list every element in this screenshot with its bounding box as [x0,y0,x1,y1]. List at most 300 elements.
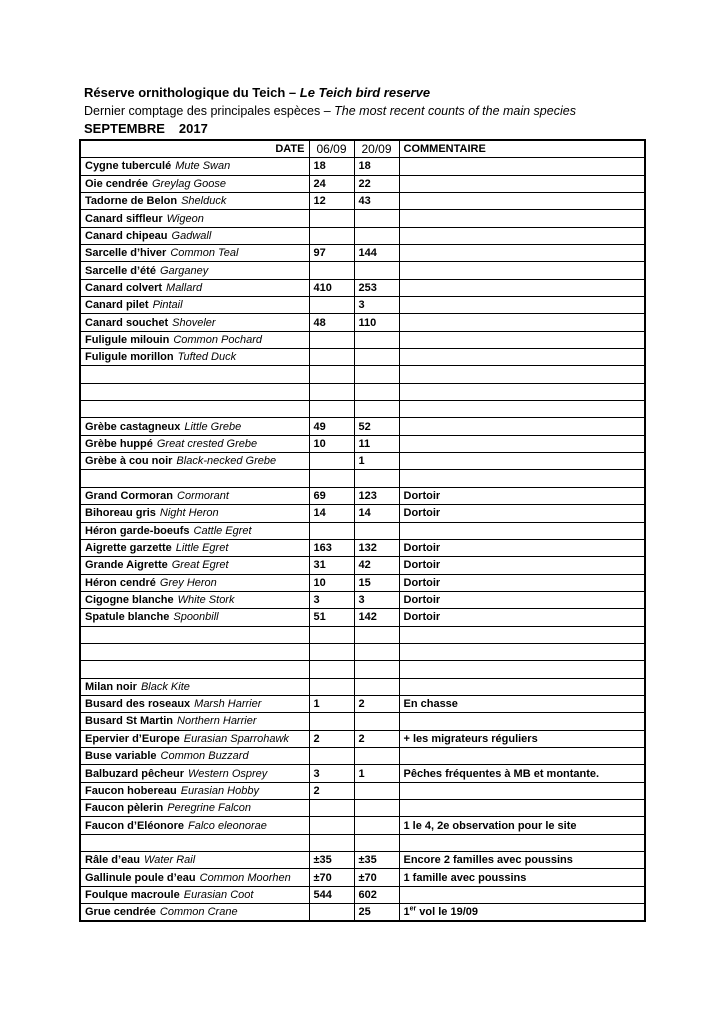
subtitle-separator: – [320,104,335,118]
comment-cell [399,418,645,435]
table-row [80,765,645,782]
count-date-1: ±70 [309,869,354,886]
species-name-english: Little Grebe [184,420,242,433]
comment-cell [399,904,645,922]
comment-cell [399,834,645,851]
comment-cell: Dortoir [399,591,645,608]
title-english: Le Teich bird reserve [299,85,431,100]
comment-cell [399,227,645,244]
table-row [80,470,645,487]
species-cell [80,210,309,227]
comment-cell [399,314,645,331]
comment-cell: Dortoir [399,539,645,556]
species-name-french: Héron garde-boeufs [85,524,190,537]
species-cell [80,695,309,712]
count-date-2 [354,626,399,643]
table-row [80,904,645,922]
species-cell [80,487,309,504]
table-row [80,262,645,279]
table-row [80,539,645,556]
count-date-1: 14 [309,505,354,522]
comment-cell [399,175,645,192]
count-date-2: 1 [354,765,399,782]
count-date-1: 10 [309,574,354,591]
species-name-french: Faucon hobereau [85,784,177,797]
comment-cell: 1 le 4, 2e observation pour le site [399,817,645,834]
header-count-date-2: 20/09 [354,140,399,158]
comment-cell [399,643,645,660]
species-cell [80,626,309,643]
table-row [80,314,645,331]
species-name-english: White Stork [177,594,235,607]
subtitle-english: The most recent counts of the main species [334,104,576,118]
comment-cell [399,782,645,799]
comment-text: vol le 19/09 [416,906,479,919]
species-name-french: Râle d’eau [85,854,141,867]
species-name-french: Cigogne blanche [85,594,174,607]
count-date-1 [309,904,354,922]
species-name-french: Faucon d’Eléonore [85,819,185,832]
table-row [80,557,645,574]
species-name-english: Greylag Goose [151,177,226,190]
species-cell [80,886,309,903]
species-name-french: Canard pilet [85,299,149,312]
period-month: SEPTEMBRE [84,121,165,136]
comment-cell: Dortoir [399,557,645,574]
count-date-2: ±70 [354,869,399,886]
count-date-1 [309,522,354,539]
species-cell [80,661,309,678]
species-name-french: Balbuzard pêcheur [85,767,185,780]
table-row [80,487,645,504]
count-date-1 [309,331,354,348]
table-row [80,279,645,296]
count-date-1: ±35 [309,852,354,869]
count-date-2 [354,834,399,851]
species-name-english: Common Moorhen [199,871,291,884]
table-row [80,713,645,730]
species-cell [80,158,309,175]
comment-cell [399,192,645,209]
count-date-2: 123 [354,487,399,504]
species-name-french: Busard St Martin [85,715,174,728]
count-date-1 [309,401,354,418]
count-date-1 [309,817,354,834]
title-french: Réserve ornithologique du Teich [84,85,286,100]
count-date-1 [309,453,354,470]
comment-cell: Dortoir [399,609,645,626]
count-date-2: 3 [354,297,399,314]
count-date-1: 3 [309,765,354,782]
table-row [80,227,645,244]
species-name-french: Busard des roseaux [85,698,191,711]
comment-cell: Dortoir [399,505,645,522]
count-date-2: 110 [354,314,399,331]
species-name-english: Cattle Egret [193,524,252,537]
count-date-2 [354,747,399,764]
species-cell [80,383,309,400]
species-name-english: Pintail [152,299,183,312]
species-name-french: Cygne tuberculé [85,160,172,173]
species-cell [80,539,309,556]
species-cell [80,349,309,366]
count-date-1 [309,227,354,244]
count-date-2: 11 [354,435,399,452]
species-name-french: Grande Aigrette [85,559,168,572]
period-year: 2017 [178,121,208,136]
species-cell [80,331,309,348]
comment-cell [399,435,645,452]
table-row [80,886,645,903]
comment-cell: Dortoir [399,487,645,504]
species-cell [80,227,309,244]
comment-cell [399,383,645,400]
count-date-1 [309,678,354,695]
species-name-english: Tufted Duck [177,351,237,364]
species-cell [80,609,309,626]
count-date-1 [309,470,354,487]
species-name-english: Wigeon [166,212,204,225]
species-name-french: Grèbe castagneux [85,420,181,433]
count-date-2 [354,643,399,660]
species-name-french: Tadorne de Belon [85,195,178,208]
table-row [80,158,645,175]
species-name-english: Grey Heron [159,576,217,589]
count-date-2: 2 [354,695,399,712]
species-count-table [79,139,646,922]
comment-cell [399,401,645,418]
count-date-2: 132 [354,539,399,556]
count-date-1: 18 [309,158,354,175]
species-cell [80,713,309,730]
count-date-1: 2 [309,782,354,799]
species-cell [80,730,309,747]
count-date-1 [309,643,354,660]
species-name-french: Héron cendré [85,576,156,589]
species-name-english: Great Egret [171,559,229,572]
species-cell [80,782,309,799]
header-count-date-1: 06/09 [309,140,354,158]
table-row [80,800,645,817]
comment-cell [399,800,645,817]
table-row [80,869,645,886]
count-date-1 [309,210,354,227]
count-date-2 [354,800,399,817]
count-date-1 [309,297,354,314]
table-row [80,505,645,522]
species-name-french: Fuligule morillon [85,351,174,364]
species-name-french: Grand Cormoran [85,490,174,502]
species-name-english: Peregrine Falcon [167,802,252,815]
table-row [80,574,645,591]
table-row [80,210,645,227]
species-cell [80,314,309,331]
species-cell [80,192,309,209]
count-date-2 [354,817,399,834]
species-name-english: Gadwall [171,229,212,242]
count-date-2 [354,366,399,383]
comment-cell [399,262,645,279]
count-date-2: 14 [354,505,399,522]
count-date-1: 163 [309,539,354,556]
species-cell [80,470,309,487]
table-row [80,591,645,608]
species-name-french: Grue cendrée [85,906,156,919]
comment-superscript: er [409,905,417,913]
count-date-1: 2 [309,730,354,747]
comment-cell: Encore 2 familles avec poussins [399,852,645,869]
species-name-french: Faucon pèlerin [85,802,164,815]
species-name-english: Mallard [166,281,203,294]
comment-cell [399,522,645,539]
species-name-french: Canard siffleur [85,212,163,225]
count-date-2 [354,401,399,418]
table-row [80,817,645,834]
table-row [80,383,645,400]
comment-cell: Pêches fréquentes à MB et montante. [399,765,645,782]
count-date-1 [309,262,354,279]
table-row [80,661,645,678]
species-name-english: Eurasian Hobby [180,784,259,797]
table-row [80,418,645,435]
species-cell [80,817,309,834]
count-date-1: 12 [309,192,354,209]
table-row [80,852,645,869]
species-cell [80,591,309,608]
comment-cell [399,470,645,487]
species-cell [80,765,309,782]
species-cell [80,678,309,695]
count-date-2 [354,383,399,400]
count-date-2: 42 [354,557,399,574]
species-cell [80,522,309,539]
species-name-french: Aigrette garzette [85,542,172,555]
species-name-french: Epervier d’Europe [85,732,180,745]
count-date-1: 1 [309,695,354,712]
table-row [80,366,645,383]
comment-cell [399,661,645,678]
count-date-2: 142 [354,609,399,626]
count-date-1 [309,713,354,730]
species-name-english: Little Egret [175,542,229,555]
comment-cell [399,349,645,366]
table-row [80,609,645,626]
comment-cell [399,366,645,383]
count-date-1 [309,661,354,678]
species-name-french: Buse variable [85,750,157,763]
count-date-2 [354,713,399,730]
species-cell [80,904,309,922]
count-date-2: 15 [354,574,399,591]
species-name-english: Cormorant [177,490,229,502]
species-name-french: Grèbe huppé [85,437,153,450]
document-period [84,121,208,136]
count-date-1 [309,366,354,383]
species-name-english: Falco eleonorae [188,819,267,832]
species-name-english: Black-necked Grebe [176,455,277,468]
table-body [80,158,645,922]
species-name-english: Great crested Grebe [156,437,258,450]
comment-cell [399,158,645,175]
count-date-2: 43 [354,192,399,209]
species-name-french: Sarcelle d’été [85,264,156,277]
count-date-2: 1 [354,453,399,470]
count-date-2: 3 [354,591,399,608]
count-date-2 [354,210,399,227]
count-date-1 [309,626,354,643]
species-cell [80,453,309,470]
comment-cell [399,678,645,695]
species-name-english: Night Heron [159,507,219,520]
species-name-english: Eurasian Coot [183,888,254,901]
count-date-2 [354,661,399,678]
species-name-french: Canard chipeau [85,229,168,242]
count-date-2 [354,470,399,487]
document-subtitle [84,104,576,118]
table-header-row [80,140,645,158]
count-date-1: 24 [309,175,354,192]
species-name-english: Eurasian Sparrohawk [183,732,289,745]
species-cell [80,852,309,869]
species-name-french: Canard souchet [85,316,169,329]
comment-cell: + les migrateurs réguliers [399,730,645,747]
table-row [80,401,645,418]
table-row [80,730,645,747]
comment-cell: En chasse [399,695,645,712]
species-cell [80,279,309,296]
count-date-2 [354,782,399,799]
table-row [80,245,645,262]
species-name-french: Canard colvert [85,281,163,294]
species-name-french: Sarcelle d’hiver [85,247,167,260]
table-row [80,349,645,366]
species-name-french: Oie cendrée [85,177,148,190]
count-date-1: 48 [309,314,354,331]
species-name-english: Common Pochard [173,333,262,346]
species-name-english: Common Buzzard [160,750,249,763]
count-date-2 [354,227,399,244]
species-name-english: Mute Swan [175,160,231,173]
table-row [80,834,645,851]
table-row [80,522,645,539]
count-date-1: 31 [309,557,354,574]
species-cell [80,643,309,660]
species-name-english: Shoveler [172,316,216,329]
count-date-1: 410 [309,279,354,296]
count-date-1: 10 [309,435,354,452]
species-cell [80,297,309,314]
count-date-2: 253 [354,279,399,296]
species-cell [80,175,309,192]
count-date-2: 22 [354,175,399,192]
count-date-2: 2 [354,730,399,747]
species-cell [80,401,309,418]
header-date: DATE [80,140,309,158]
comment-number: 1 [403,906,410,919]
species-name-french: Foulque macroule [85,888,180,901]
count-date-1: 51 [309,609,354,626]
comment-cell: Dortoir [399,574,645,591]
table-row [80,695,645,712]
count-date-1: 3 [309,591,354,608]
species-name-english: Marsh Harrier [194,698,262,711]
count-date-1 [309,834,354,851]
species-name-french: Gallinule poule d’eau [85,871,196,884]
species-name-english: Common Teal [170,247,239,260]
table-row [80,678,645,695]
table-row [80,782,645,799]
count-date-2: 144 [354,245,399,262]
table-row [80,453,645,470]
count-date-1 [309,747,354,764]
count-date-2 [354,262,399,279]
count-date-1 [309,349,354,366]
comment-cell [399,331,645,348]
subtitle-french: Dernier comptage des principales espèces [84,104,321,118]
species-name-french: Fuligule milouin [85,333,170,346]
species-name-english: Garganey [159,264,209,277]
species-name-english: Common Crane [159,906,238,919]
species-cell [80,834,309,851]
header-comment: COMMENTAIRE [399,140,645,158]
count-date-2 [354,331,399,348]
species-cell [80,505,309,522]
table-row [80,626,645,643]
table-row [80,175,645,192]
species-cell [80,418,309,435]
count-date-1 [309,383,354,400]
species-name-english: Spoonbill [173,611,219,624]
species-cell [80,262,309,279]
comment-cell [399,245,645,262]
species-cell [80,869,309,886]
species-name-french: Spatule blanche [85,611,170,624]
species-name-french: Milan noir [85,680,137,693]
table-row [80,331,645,348]
species-name-english: Black Kite [140,680,190,693]
comment-cell [399,747,645,764]
document-title [84,85,430,100]
table-row [80,435,645,452]
count-date-1: 97 [309,245,354,262]
comment-cell [399,626,645,643]
species-name-english: Northern Harrier [177,715,257,728]
comment-cell [399,297,645,314]
species-cell [80,747,309,764]
count-date-2: 52 [354,418,399,435]
count-date-2 [354,522,399,539]
comment-cell [399,210,645,227]
comment-cell: 1 famille avec poussins [399,869,645,886]
species-name-english: Western Osprey [188,767,268,780]
count-date-1: 69 [309,487,354,504]
comment-cell [399,453,645,470]
count-date-2: 25 [354,904,399,922]
comment-cell [399,713,645,730]
comment-cell [399,886,645,903]
title-separator: – [285,85,300,100]
species-cell [80,435,309,452]
count-date-2: ±35 [354,852,399,869]
species-cell [80,366,309,383]
count-date-1: 49 [309,418,354,435]
count-date-1: 544 [309,886,354,903]
species-cell [80,245,309,262]
table-row [80,297,645,314]
count-date-2: 18 [354,158,399,175]
species-name-english: Water Rail [144,854,196,867]
species-name-french: Grèbe à cou noir [85,455,173,468]
